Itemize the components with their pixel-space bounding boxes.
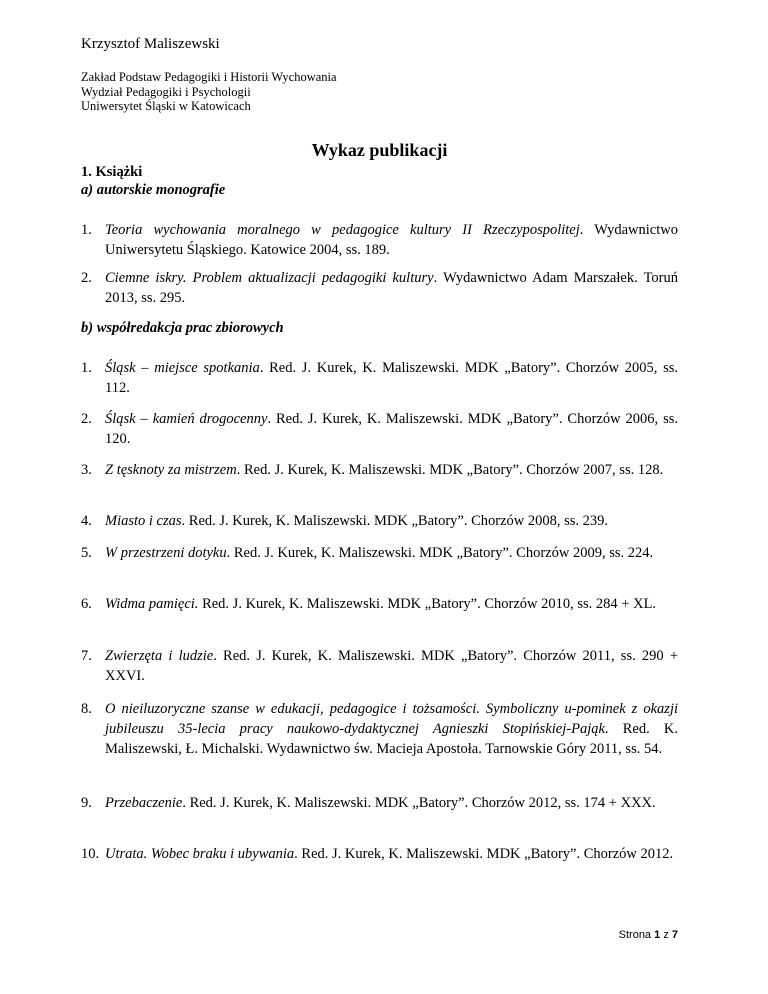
item-details: . Red. J. Kurek, K. Maliszewski. MDK „Batory”. Chorzów 2006, ss. 120. [105,411,678,447]
item-number: 1. [81,360,92,376]
document-title: Wykaz publikacji [311,140,448,160]
item-title: Śląsk – kamień drogocenny [105,411,268,427]
list-item [81,699,678,759]
item-title: Ciemne iskry. Problem aktualizacji pedagogiki kultury [105,270,434,286]
item-title: Przebaczenie [105,795,183,811]
item-details: . Red. J. Kurek, K. Maliszewski. MDK „Batory”. Chorzów 2012, ss. 174 + XXX. [182,795,656,811]
list-item [81,844,678,864]
item-details: . Red. J. Kurek, K. Maliszewski. MDK „Batory”. Chorzów 2008, ss. 239. [181,513,609,529]
item-number: 1. [81,222,92,238]
item-details: . Wydawnictwo Adam Marszałek. Toruń 2013, ss. 295. [105,270,679,306]
list-item [81,543,678,563]
item-number: 6. [81,596,92,612]
item-details: . Red. J. Kurek, K. Maliszewski. MDK „Batory”. Chorzów 2007, ss. 128. [236,462,664,478]
list-item [81,460,678,480]
item-details: . Red. J. Kurek, K. Maliszewski. MDK „Batory”. Chorzów 2009, ss. 224. [226,545,654,561]
item-title: Utrata. Wobec braku i ubywania [105,846,295,862]
affiliation-line: Uniwersytet Śląski w Katowicach [81,99,251,113]
item-title: Widma pamięci. [105,596,199,612]
section-heading-books: 1. Książki [81,164,143,180]
item-details: . Red. K. Maliszewski, Ł. Michalski. Wydawnictwo św. Macieja Apostoła. Tarnowskie Góry 2011, ss. 54. [105,721,678,757]
item-number: 8. [81,701,92,717]
item-title: O nieiluzoryczne szanse w edukacji, pedagogice i tożsamości. Symboliczny u-pominek z okazji jubileuszu 35-lecia pracy naukowo-dydaktycznej Agnieszki Stopińskiej-Pająk [105,701,678,737]
item-number: 7. [81,648,92,664]
author-name: Krzysztof Maliszewski [81,36,220,52]
item-number: 3. [81,462,92,478]
item-details: . Red. J. Kurek, K. Maliszewski. MDK „Batory”. Chorzów 2005, ss. 112. [105,360,678,396]
item-number: 9. [81,795,92,811]
list-item [81,358,678,398]
item-details: Red. J. Kurek, K. Maliszewski. MDK „Batory”. Chorzów 2010, ss. 284 + XL. [198,596,657,612]
item-title: Miasto i czas [105,513,182,529]
list-item [81,220,678,260]
page-number-current: 1 [654,929,661,941]
subsection-heading-monographs: a) autorskie monografie [81,182,226,198]
affiliation-line: Zakład Podstaw Pedagogiki i Historii Wychowania [81,70,337,84]
item-details: . Wydawnictwo Uniwersytetu Śląskiego. Katowice 2004, ss. 189. [105,222,678,258]
item-number: 10. [81,846,100,862]
item-details: . Red. J. Kurek, K. Maliszewski. MDK „Batory”. Chorzów 2012. [294,846,674,862]
affiliation-block [81,70,337,114]
item-number: 5. [81,545,92,561]
page-number [619,929,678,941]
item-number: 2. [81,411,92,427]
item-title: W przestrzeni dotyku [105,545,227,561]
page-number-total: 7 [671,929,678,941]
item-title: Śląsk – miejsce spotkania [105,360,260,376]
item-title: Z tęsknoty za mistrzem [105,462,237,478]
item-number: 2. [81,270,92,286]
page-number-prefix: Strona [618,929,652,941]
list-item [81,594,678,614]
item-title: Zwierzęta i ludzie [105,648,214,664]
item-number: 4. [81,513,92,529]
list-item [81,793,678,813]
item-details: . Red. J. Kurek, K. Maliszewski. MDK „Batory”. Chorzów 2011, ss. 290 + XXVI. [105,648,678,684]
list-item [81,511,678,531]
list-item [81,268,678,308]
list-item [81,409,678,449]
list-item [81,646,678,686]
item-title: Teoria wychowania moralnego w pedagogice kultury II Rzeczypospolitej [105,222,580,238]
subsection-heading-coeditorship: b) współredakcja prac zbiorowych [81,320,284,336]
affiliation-line: Wydział Pedagogiki i Psychologii [81,84,251,99]
page-number-separator: z [663,929,669,941]
